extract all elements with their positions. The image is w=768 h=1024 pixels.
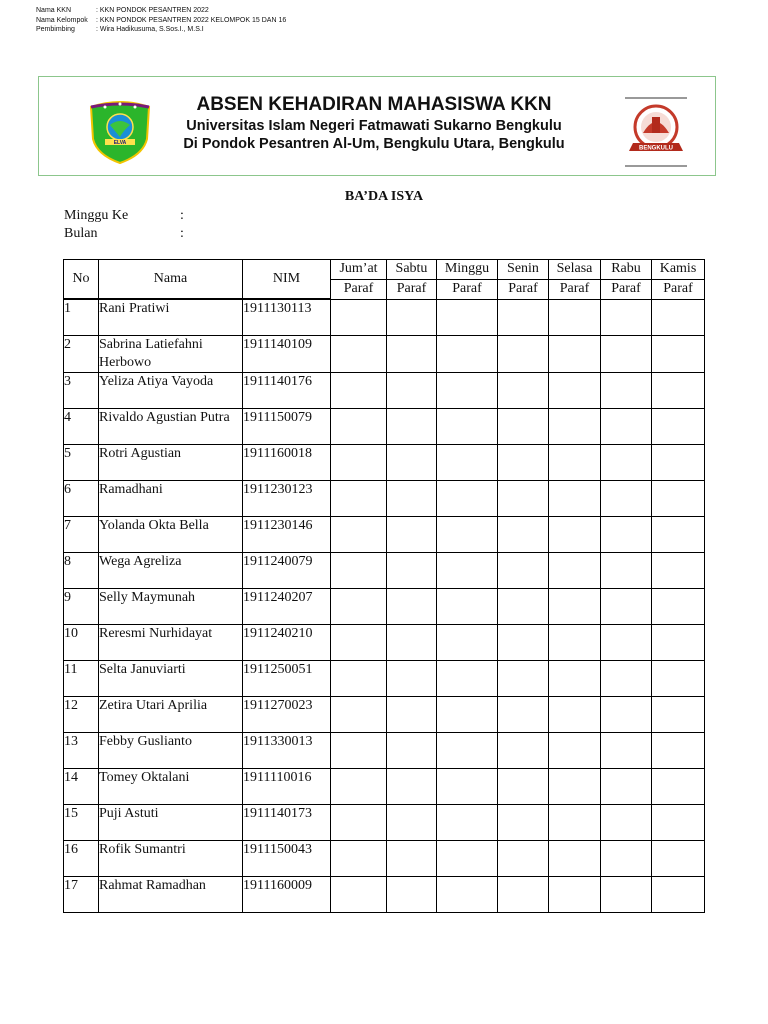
paraf-cell[interactable] bbox=[601, 553, 652, 589]
row-nama: Rofik Sumantri bbox=[99, 841, 243, 877]
row-no: 16 bbox=[64, 841, 99, 877]
paraf-cell[interactable] bbox=[331, 661, 387, 697]
row-no: 13 bbox=[64, 733, 99, 769]
paraf-cell[interactable] bbox=[549, 625, 601, 661]
row-nim: 1911270023 bbox=[243, 697, 331, 733]
header-box bbox=[38, 76, 716, 176]
paraf-cell[interactable] bbox=[601, 481, 652, 517]
table-row bbox=[64, 733, 705, 769]
row-nama: Ramadhani bbox=[99, 481, 243, 517]
paraf-cell[interactable] bbox=[498, 769, 549, 805]
table-row bbox=[64, 481, 705, 517]
table-row bbox=[64, 517, 705, 553]
attendance-table bbox=[63, 259, 705, 913]
table-row bbox=[64, 373, 705, 409]
paraf-cell[interactable] bbox=[652, 445, 705, 481]
row-no: 2 bbox=[64, 336, 99, 373]
bulan-label: Bulan bbox=[64, 226, 98, 241]
paraf-cell[interactable] bbox=[498, 517, 549, 553]
row-nama: Selta Januviarti bbox=[99, 661, 243, 697]
paraf-cell[interactable] bbox=[437, 589, 498, 625]
meta-row-pembimbing bbox=[36, 25, 286, 35]
paraf-cell[interactable] bbox=[549, 661, 601, 697]
paraf-cell[interactable] bbox=[601, 336, 652, 373]
paraf-cell[interactable] bbox=[601, 769, 652, 805]
paraf-cell[interactable] bbox=[549, 589, 601, 625]
info-row-minggu bbox=[64, 207, 184, 225]
table-row bbox=[64, 769, 705, 805]
paraf-cell[interactable] bbox=[387, 517, 437, 553]
paraf-cell[interactable] bbox=[387, 697, 437, 733]
kkn-logo-icon bbox=[85, 99, 155, 165]
minggu-label: Minggu Ke bbox=[64, 208, 129, 223]
paraf-cell[interactable] bbox=[601, 445, 652, 481]
paraf-cell[interactable] bbox=[498, 336, 549, 373]
paraf-cell[interactable] bbox=[549, 805, 601, 841]
paraf-cell[interactable] bbox=[652, 769, 705, 805]
paraf-cell[interactable] bbox=[549, 553, 601, 589]
paraf-cell[interactable] bbox=[652, 877, 705, 913]
paraf-cell[interactable] bbox=[437, 625, 498, 661]
paraf-cell[interactable] bbox=[652, 409, 705, 445]
paraf-cell[interactable] bbox=[549, 517, 601, 553]
table-row bbox=[64, 661, 705, 697]
paraf-cell[interactable] bbox=[437, 733, 498, 769]
column-header-day: Rabu bbox=[601, 260, 652, 280]
paraf-cell[interactable] bbox=[331, 589, 387, 625]
paraf-cell[interactable] bbox=[498, 481, 549, 517]
row-nim: 1911140173 bbox=[243, 805, 331, 841]
paraf-cell[interactable] bbox=[387, 877, 437, 913]
left-logo-text: ELVA bbox=[113, 140, 127, 146]
paraf-cell[interactable] bbox=[549, 733, 601, 769]
paraf-cell[interactable] bbox=[601, 409, 652, 445]
paraf-cell[interactable] bbox=[601, 697, 652, 733]
paraf-cell[interactable] bbox=[387, 553, 437, 589]
paraf-cell[interactable] bbox=[498, 445, 549, 481]
paraf-cell[interactable] bbox=[437, 841, 498, 877]
header-titles bbox=[149, 93, 599, 153]
paraf-cell[interactable] bbox=[437, 877, 498, 913]
paraf-cell[interactable] bbox=[387, 805, 437, 841]
row-no: 4 bbox=[64, 409, 99, 445]
document-meta bbox=[36, 6, 286, 35]
column-header-day: Selasa bbox=[549, 260, 601, 280]
section-title: BA’DA ISYA bbox=[344, 189, 424, 204]
column-header-paraf: Paraf bbox=[387, 279, 437, 299]
row-nim: 1911130113 bbox=[243, 299, 331, 336]
paraf-cell[interactable] bbox=[387, 769, 437, 805]
paraf-cell[interactable] bbox=[331, 841, 387, 877]
column-header-day: Senin bbox=[498, 260, 549, 280]
paraf-cell[interactable] bbox=[549, 445, 601, 481]
column-header-day: Jum’at bbox=[331, 260, 387, 280]
meta-value: : KKN PONDOK PESANTREN 2022 KELOMPOK 15 DAN 16 bbox=[96, 16, 287, 24]
column-header-paraf: Paraf bbox=[601, 279, 652, 299]
table-row bbox=[64, 805, 705, 841]
paraf-cell[interactable] bbox=[387, 841, 437, 877]
paraf-cell[interactable] bbox=[652, 661, 705, 697]
paraf-cell[interactable] bbox=[437, 661, 498, 697]
meta-row-nama-kelompok bbox=[36, 16, 286, 26]
row-no: 5 bbox=[64, 445, 99, 481]
paraf-cell[interactable] bbox=[331, 625, 387, 661]
paraf-cell[interactable] bbox=[652, 553, 705, 589]
paraf-cell[interactable] bbox=[498, 877, 549, 913]
paraf-cell[interactable] bbox=[331, 697, 387, 733]
row-no: 6 bbox=[64, 481, 99, 517]
row-nim: 1911110016 bbox=[243, 769, 331, 805]
meta-key: Nama Kelompok bbox=[36, 16, 88, 24]
row-nim: 1911240210 bbox=[243, 625, 331, 661]
paraf-cell[interactable] bbox=[652, 589, 705, 625]
row-nim: 1911330013 bbox=[243, 733, 331, 769]
location-line: Di Pondok Pesantren Al-Um, Bengkulu Utara, Bengkulu bbox=[183, 136, 565, 152]
row-nim: 1911250051 bbox=[243, 661, 331, 697]
row-nama: Yolanda Okta Bella bbox=[99, 517, 243, 553]
meta-key: Pembimbing bbox=[36, 26, 75, 33]
table-row bbox=[64, 877, 705, 913]
paraf-cell[interactable] bbox=[437, 697, 498, 733]
row-nama: Yeliza Atiya Vayoda bbox=[99, 373, 243, 409]
row-no: 10 bbox=[64, 625, 99, 661]
table-row bbox=[64, 299, 705, 336]
paraf-cell[interactable] bbox=[387, 336, 437, 373]
column-header-no: No bbox=[64, 260, 99, 300]
paraf-cell[interactable] bbox=[601, 589, 652, 625]
paraf-cell[interactable] bbox=[437, 445, 498, 481]
paraf-cell[interactable] bbox=[652, 697, 705, 733]
paraf-cell[interactable] bbox=[498, 373, 549, 409]
row-nim: 1911230146 bbox=[243, 517, 331, 553]
paraf-cell[interactable] bbox=[331, 877, 387, 913]
meta-value: : KKN PONDOK PESANTREN 2022 bbox=[96, 7, 209, 14]
paraf-cell[interactable] bbox=[549, 841, 601, 877]
paraf-cell[interactable] bbox=[601, 733, 652, 769]
paraf-cell[interactable] bbox=[652, 517, 705, 553]
paraf-cell[interactable] bbox=[601, 877, 652, 913]
paraf-cell[interactable] bbox=[437, 517, 498, 553]
paraf-cell[interactable] bbox=[652, 625, 705, 661]
row-nama: Tomey Oktalani bbox=[99, 769, 243, 805]
row-nim: 1911150079 bbox=[243, 409, 331, 445]
row-nim: 1911240207 bbox=[243, 589, 331, 625]
row-nim: 1911150043 bbox=[243, 841, 331, 877]
row-nim: 1911160018 bbox=[243, 445, 331, 481]
paraf-cell[interactable] bbox=[498, 409, 549, 445]
paraf-cell[interactable] bbox=[387, 481, 437, 517]
paraf-cell[interactable] bbox=[601, 517, 652, 553]
column-header-nama: Nama bbox=[99, 260, 243, 300]
row-nama: Reresmi Nurhidayat bbox=[99, 625, 243, 661]
meta-value: : Wira Hadikusuma, S.Sos.I., M.S.I bbox=[96, 26, 204, 33]
paraf-cell[interactable] bbox=[549, 409, 601, 445]
paraf-cell[interactable] bbox=[652, 841, 705, 877]
paraf-cell[interactable] bbox=[601, 841, 652, 877]
paraf-cell[interactable] bbox=[437, 373, 498, 409]
column-header-day: Kamis bbox=[652, 260, 705, 280]
column-header-day: Sabtu bbox=[387, 260, 437, 280]
minggu-value: : bbox=[180, 208, 184, 223]
row-no: 3 bbox=[64, 373, 99, 409]
row-no: 8 bbox=[64, 553, 99, 589]
paraf-cell[interactable] bbox=[549, 299, 601, 336]
paraf-cell[interactable] bbox=[387, 409, 437, 445]
row-nama: Sabrina Latiefahni Herbowo bbox=[99, 336, 243, 373]
table-row bbox=[64, 625, 705, 661]
page-title: ABSEN KEHADIRAN MAHASISWA KKN bbox=[196, 94, 552, 115]
table-row bbox=[64, 589, 705, 625]
paraf-cell[interactable] bbox=[549, 336, 601, 373]
info-row-bulan bbox=[64, 225, 184, 243]
paraf-cell[interactable] bbox=[498, 299, 549, 336]
paraf-cell[interactable] bbox=[331, 336, 387, 373]
row-no: 1 bbox=[64, 299, 99, 336]
row-no: 15 bbox=[64, 805, 99, 841]
meta-row-nama-kkn bbox=[36, 6, 286, 16]
column-header-paraf: Paraf bbox=[437, 279, 498, 299]
paraf-cell[interactable] bbox=[437, 805, 498, 841]
column-header-day: Minggu bbox=[437, 260, 498, 280]
column-header-paraf: Paraf bbox=[652, 279, 705, 299]
paraf-cell[interactable] bbox=[331, 733, 387, 769]
paraf-cell[interactable] bbox=[387, 373, 437, 409]
paraf-cell[interactable] bbox=[387, 299, 437, 336]
paraf-cell[interactable] bbox=[549, 373, 601, 409]
table-row bbox=[64, 841, 705, 877]
meta-key: Nama KKN bbox=[36, 7, 72, 14]
paraf-cell[interactable] bbox=[652, 336, 705, 373]
column-header-paraf: Paraf bbox=[331, 279, 387, 299]
paraf-cell[interactable] bbox=[331, 299, 387, 336]
row-nim: 1911240079 bbox=[243, 553, 331, 589]
paraf-cell[interactable] bbox=[498, 589, 549, 625]
paraf-cell[interactable] bbox=[498, 733, 549, 769]
right-logo-text: BENGKULU bbox=[639, 145, 673, 152]
paraf-cell[interactable] bbox=[331, 553, 387, 589]
paraf-cell[interactable] bbox=[387, 661, 437, 697]
row-nama: Rivaldo Agustian Putra bbox=[99, 409, 243, 445]
paraf-cell[interactable] bbox=[498, 841, 549, 877]
row-nama: Rani Pratiwi bbox=[99, 299, 243, 336]
table-row bbox=[64, 697, 705, 733]
paraf-cell[interactable] bbox=[331, 805, 387, 841]
column-header-paraf: Paraf bbox=[549, 279, 601, 299]
paraf-cell[interactable] bbox=[331, 445, 387, 481]
paraf-cell[interactable] bbox=[331, 481, 387, 517]
paraf-cell[interactable] bbox=[387, 625, 437, 661]
row-no: 12 bbox=[64, 697, 99, 733]
column-header-paraf: Paraf bbox=[498, 279, 549, 299]
row-nama: Rahmat Ramadhan bbox=[99, 877, 243, 913]
paraf-cell[interactable] bbox=[652, 299, 705, 336]
row-nim: 1911230123 bbox=[243, 481, 331, 517]
paraf-cell[interactable] bbox=[437, 769, 498, 805]
table-row bbox=[64, 553, 705, 589]
row-nama: Puji Astuti bbox=[99, 805, 243, 841]
paraf-cell[interactable] bbox=[549, 697, 601, 733]
row-no: 14 bbox=[64, 769, 99, 805]
paraf-cell[interactable] bbox=[331, 769, 387, 805]
row-no: 9 bbox=[64, 589, 99, 625]
paraf-cell[interactable] bbox=[331, 409, 387, 445]
paraf-cell[interactable] bbox=[601, 805, 652, 841]
paraf-cell[interactable] bbox=[601, 661, 652, 697]
paraf-cell[interactable] bbox=[652, 805, 705, 841]
paraf-cell[interactable] bbox=[549, 769, 601, 805]
paraf-cell[interactable] bbox=[331, 517, 387, 553]
uin-logo-icon bbox=[623, 97, 689, 167]
row-nim: 1911160009 bbox=[243, 877, 331, 913]
paraf-cell[interactable] bbox=[387, 589, 437, 625]
paraf-cell[interactable] bbox=[437, 336, 498, 373]
paraf-cell[interactable] bbox=[498, 805, 549, 841]
table-row bbox=[64, 336, 705, 373]
paraf-cell[interactable] bbox=[498, 661, 549, 697]
table-row bbox=[64, 445, 705, 481]
row-nim: 1911140109 bbox=[243, 336, 331, 373]
row-nama: Wega Agreliza bbox=[99, 553, 243, 589]
paraf-cell[interactable] bbox=[387, 733, 437, 769]
paraf-cell[interactable] bbox=[437, 409, 498, 445]
row-no: 17 bbox=[64, 877, 99, 913]
bulan-value: : bbox=[180, 226, 184, 241]
paraf-cell[interactable] bbox=[601, 373, 652, 409]
paraf-cell[interactable] bbox=[601, 625, 652, 661]
row-nama: Febby Guslianto bbox=[99, 733, 243, 769]
row-nama: Selly Maymunah bbox=[99, 589, 243, 625]
row-nim: 1911140176 bbox=[243, 373, 331, 409]
paraf-cell[interactable] bbox=[652, 733, 705, 769]
column-header-nim: NIM bbox=[243, 260, 331, 300]
paraf-cell[interactable] bbox=[387, 445, 437, 481]
row-no: 7 bbox=[64, 517, 99, 553]
paraf-cell[interactable] bbox=[549, 877, 601, 913]
paraf-cell[interactable] bbox=[498, 697, 549, 733]
row-nama: Rotri Agustian bbox=[99, 445, 243, 481]
paraf-cell[interactable] bbox=[549, 481, 601, 517]
info-block bbox=[64, 207, 184, 243]
paraf-cell[interactable] bbox=[437, 553, 498, 589]
paraf-cell[interactable] bbox=[652, 481, 705, 517]
paraf-cell[interactable] bbox=[498, 553, 549, 589]
row-nama: Zetira Utari Aprilia bbox=[99, 697, 243, 733]
paraf-cell[interactable] bbox=[331, 373, 387, 409]
paraf-cell[interactable] bbox=[437, 299, 498, 336]
table-row bbox=[64, 409, 705, 445]
paraf-cell[interactable] bbox=[601, 299, 652, 336]
row-no: 11 bbox=[64, 661, 99, 697]
paraf-cell[interactable] bbox=[652, 373, 705, 409]
university-name: Universitas Islam Negeri Fatmawati Sukarno Bengkulu bbox=[186, 118, 562, 134]
paraf-cell[interactable] bbox=[437, 481, 498, 517]
paraf-cell[interactable] bbox=[498, 625, 549, 661]
